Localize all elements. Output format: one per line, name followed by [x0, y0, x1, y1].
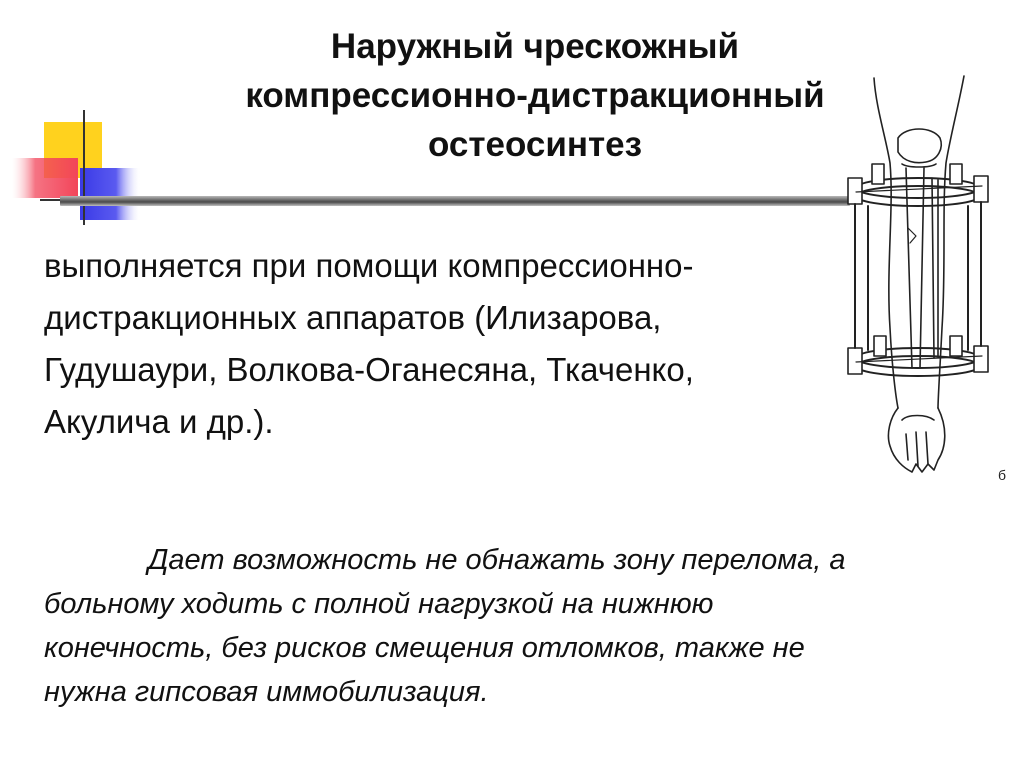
- fixator-rod: [855, 202, 981, 350]
- leg-fixator-illustration: [846, 68, 1016, 488]
- title-line: остеосинтез: [427, 125, 643, 164]
- note-text-line: больному ходить с полной нагрузкой на нижнюю: [44, 588, 714, 620]
- slide-title: [120, 22, 950, 169]
- main-text-line: выполняется при помощи компрессионно-: [44, 247, 694, 284]
- main-text-line: дистракционных аппаратов (Илизарова,: [44, 299, 662, 336]
- note-text-line: нужна гипсовая иммобилизация.: [44, 676, 489, 708]
- knee-joint: [898, 129, 941, 163]
- main-text-line: Акулича и др.).: [44, 403, 274, 440]
- red-square: [12, 158, 78, 198]
- blue-square: [80, 168, 140, 220]
- title-line: Наружный чрескожный: [330, 27, 740, 66]
- figure-label: б: [998, 467, 1007, 483]
- main-text-line: Гудушаури, Волкова-Оганесяна, Ткаченко,: [44, 351, 694, 388]
- title-line: компрессионно-дистракционный: [245, 76, 825, 115]
- note-text-line: конечность, без рисков смещения отломков, также не: [44, 632, 805, 664]
- note-text: [44, 538, 934, 714]
- title-divider: [60, 196, 850, 206]
- main-text: [44, 240, 844, 448]
- note-text-line: Дает возможность не обнажать зону перелома, а: [148, 544, 846, 576]
